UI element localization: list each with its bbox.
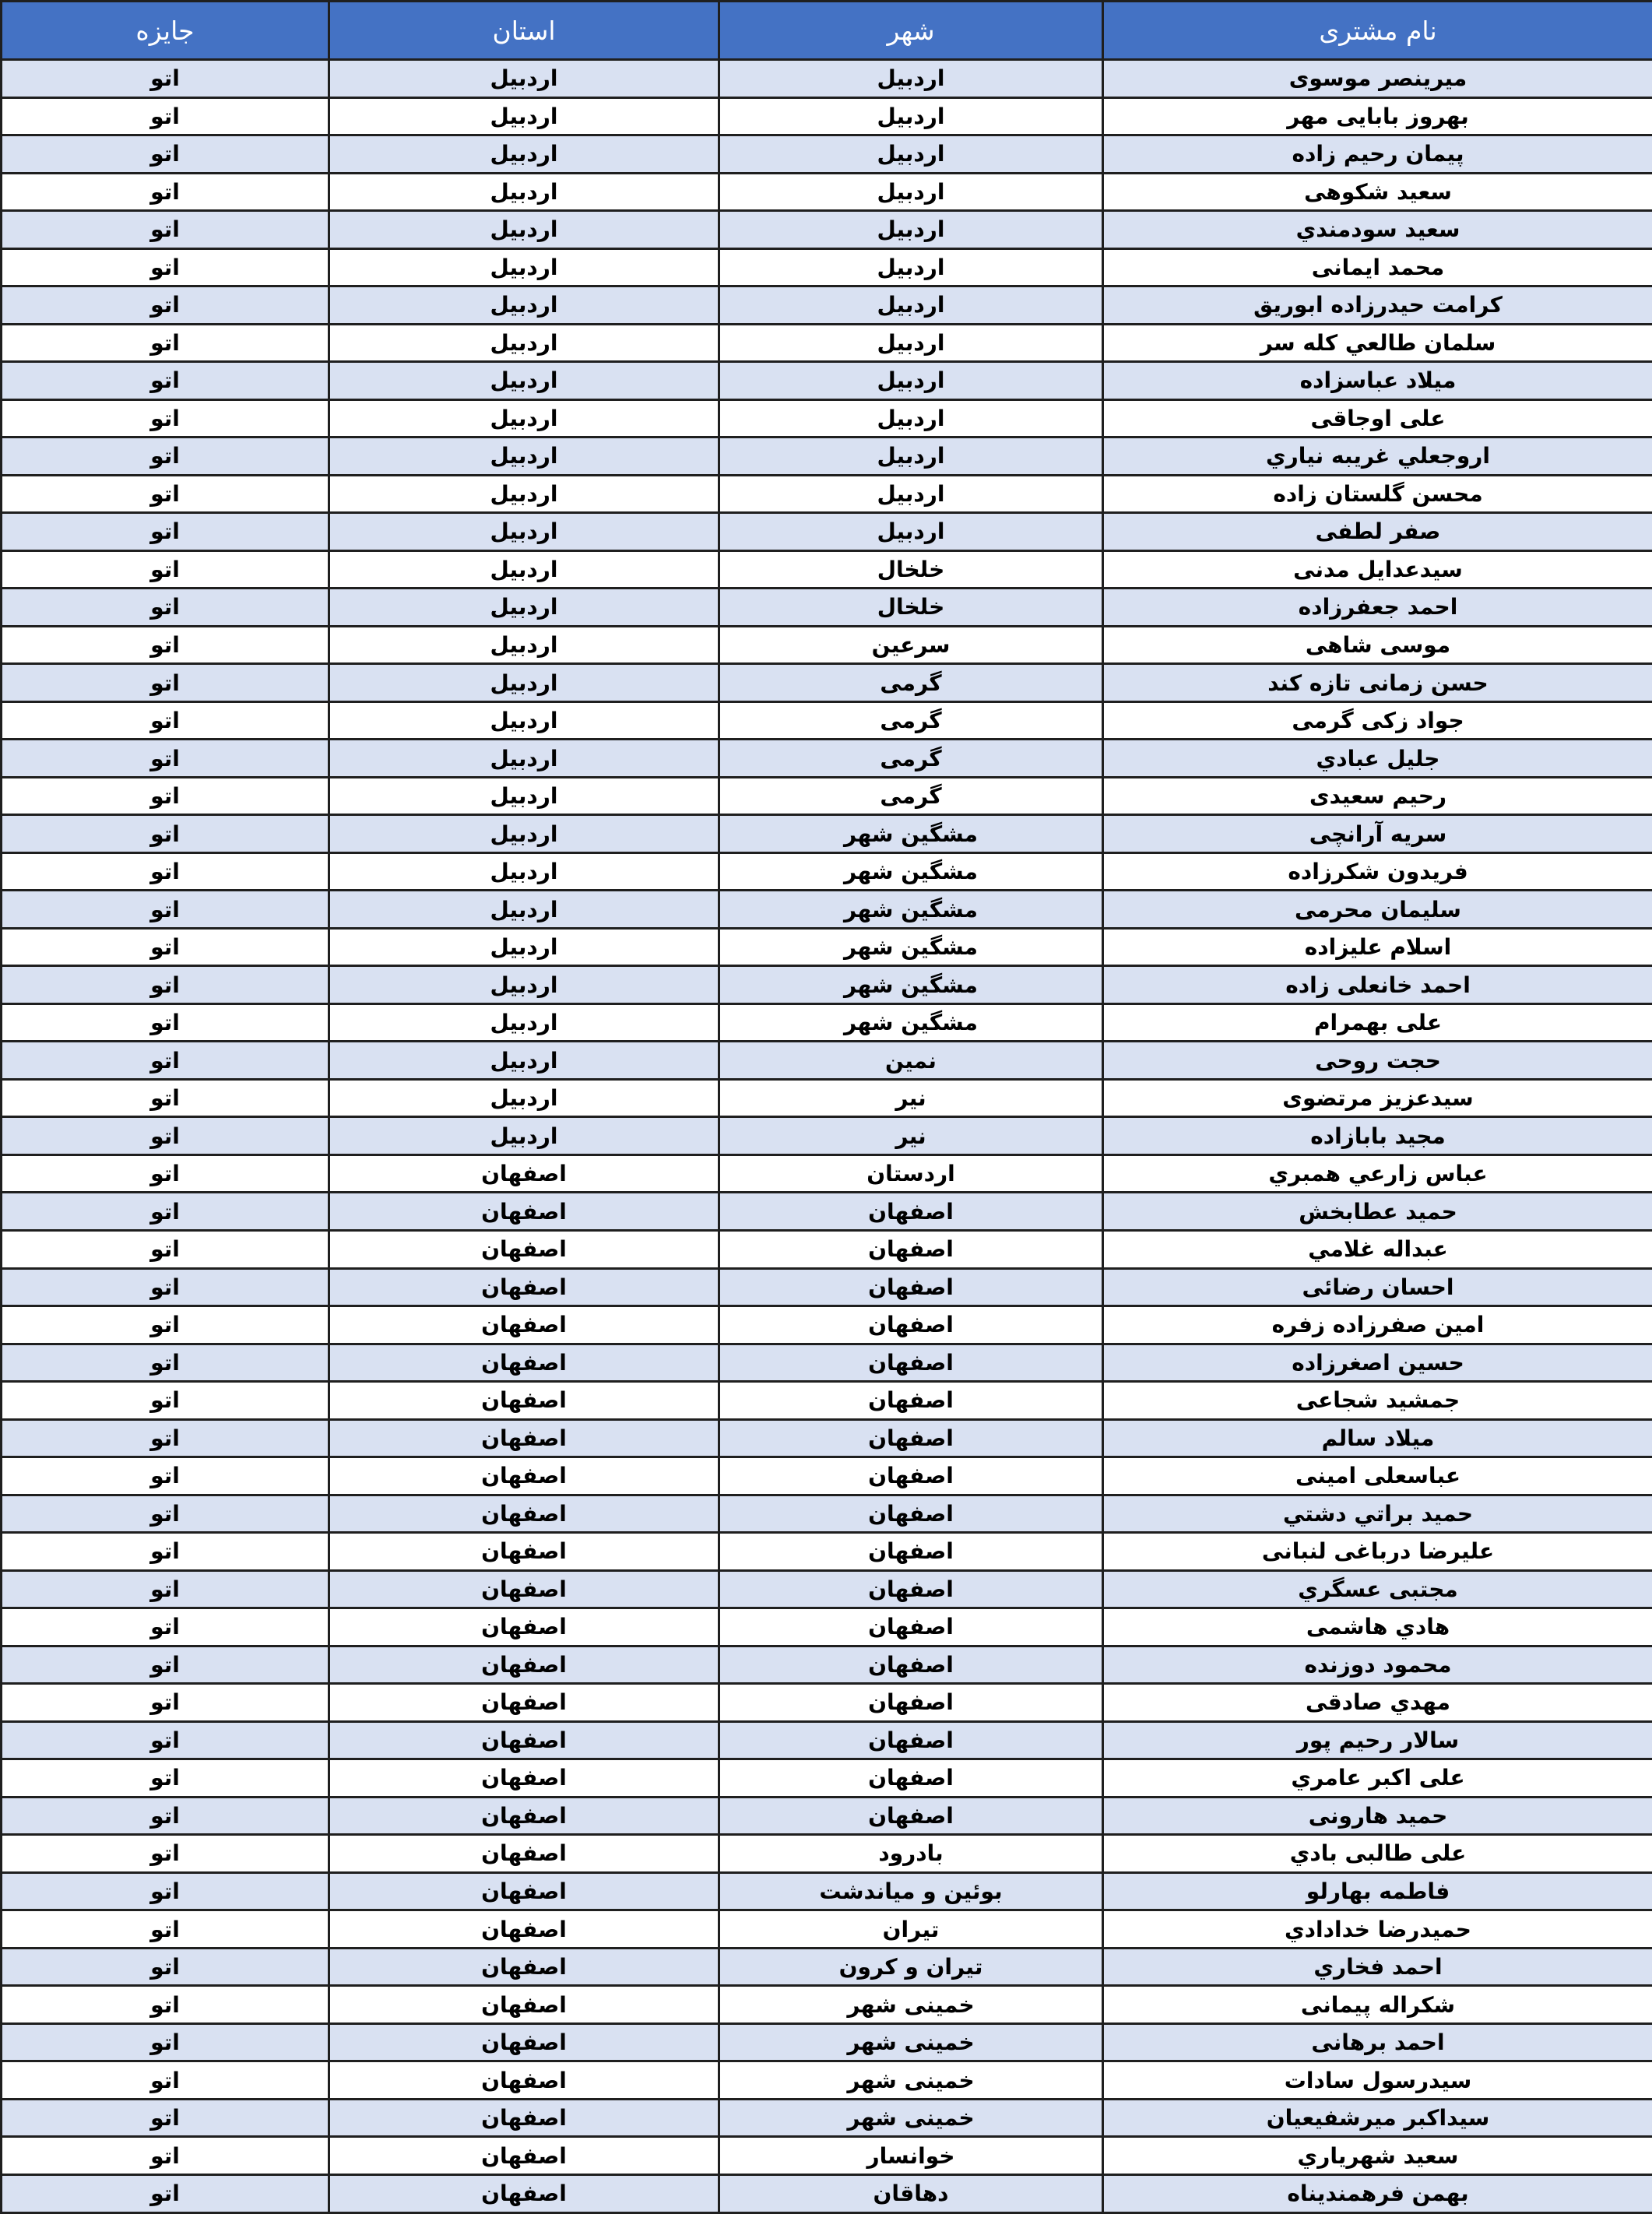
customer-name-cell[interactable]: بهروز بابایی مهر xyxy=(1103,97,1652,135)
customer-name-cell[interactable]: احمد فخاري xyxy=(1103,1948,1652,1986)
province-cell[interactable]: اردبیل xyxy=(329,664,719,702)
city-cell[interactable]: مشگین شهر xyxy=(719,891,1103,929)
prize-cell[interactable]: اتو xyxy=(2,97,329,135)
city-cell[interactable]: اردبیل xyxy=(719,324,1103,362)
customer-name-cell[interactable]: سیدعدایل مدنی xyxy=(1103,550,1652,589)
customer-name-cell[interactable]: هادي هاشمی xyxy=(1103,1608,1652,1646)
province-cell[interactable]: اردبیل xyxy=(329,1079,719,1117)
customer-name-cell[interactable]: پیمان رحیم زاده xyxy=(1103,135,1652,174)
city-cell[interactable]: اردبیل xyxy=(719,211,1103,249)
customer-name-cell[interactable]: صفر لطفی xyxy=(1103,513,1652,551)
customer-name-cell[interactable]: میلاد عباسزاده xyxy=(1103,362,1652,400)
province-cell[interactable]: اصفهان xyxy=(329,2061,719,2100)
province-cell[interactable]: اصفهان xyxy=(329,1872,719,1910)
province-cell[interactable]: اردبیل xyxy=(329,438,719,476)
province-cell[interactable]: اردبیل xyxy=(329,966,719,1004)
province-cell[interactable]: اردبیل xyxy=(329,324,719,362)
prize-cell[interactable]: اتو xyxy=(2,2061,329,2100)
prize-cell[interactable]: اتو xyxy=(2,475,329,513)
city-cell[interactable]: اردبیل xyxy=(719,438,1103,476)
prize-cell[interactable]: اتو xyxy=(2,286,329,325)
customer-name-cell[interactable]: حميد براتي دشتي xyxy=(1103,1495,1652,1533)
table-row xyxy=(2,362,1652,400)
province-cell[interactable]: اردبیل xyxy=(329,777,719,815)
province-cell[interactable]: اردبیل xyxy=(329,815,719,853)
table-row xyxy=(2,1079,1652,1117)
customer-name-cell[interactable]: علی طالبی بادي xyxy=(1103,1835,1652,1873)
city-cell[interactable]: خمینی شهر xyxy=(719,2023,1103,2061)
customer-name-cell[interactable]: رحیم سعیدی xyxy=(1103,777,1652,815)
city-cell[interactable]: دهاقان xyxy=(719,2174,1103,2212)
city-cell[interactable]: اصفهان xyxy=(719,1684,1103,1722)
customer-name-cell[interactable]: شكراله پیمانی xyxy=(1103,1986,1652,2024)
table-row xyxy=(2,135,1652,174)
table-row xyxy=(2,928,1652,966)
prize-cell[interactable]: اتو xyxy=(2,1608,329,1646)
table-row xyxy=(2,1419,1652,1457)
province-cell[interactable]: اردبیل xyxy=(329,399,719,438)
prize-cell[interactable]: اتو xyxy=(2,740,329,778)
table-row xyxy=(2,2174,1652,2212)
header-city[interactable]: شهر xyxy=(719,2,1103,60)
province-cell[interactable]: اصفهان xyxy=(329,1646,719,1684)
prize-cell[interactable]: اتو xyxy=(2,852,329,891)
prize-cell[interactable]: اتو xyxy=(2,438,329,476)
table-row xyxy=(2,1382,1652,1420)
city-cell[interactable]: خمینی شهر xyxy=(719,1986,1103,2024)
table-row xyxy=(2,966,1652,1004)
province-cell[interactable]: اردبیل xyxy=(329,1117,719,1155)
province-cell[interactable]: اردبیل xyxy=(329,891,719,929)
prize-cell[interactable]: اتو xyxy=(2,1986,329,2024)
city-cell[interactable]: گرمی xyxy=(719,777,1103,815)
customer-name-cell[interactable]: احسان رضائی xyxy=(1103,1268,1652,1306)
province-cell[interactable]: اصفهان xyxy=(329,2099,719,2137)
customer-name-cell[interactable]: احمد خانعلی زاده xyxy=(1103,966,1652,1004)
province-cell[interactable]: اردبیل xyxy=(329,589,719,627)
header-prize[interactable]: جایزه xyxy=(2,2,329,60)
city-cell[interactable]: اردبیل xyxy=(719,60,1103,98)
customer-name-cell[interactable]: علی اكبر عامري xyxy=(1103,1759,1652,1798)
province-cell[interactable]: اردبیل xyxy=(329,286,719,325)
province-cell[interactable]: اصفهان xyxy=(329,1154,719,1193)
prize-cell[interactable]: اتو xyxy=(2,701,329,740)
province-cell[interactable]: اردبیل xyxy=(329,928,719,966)
city-cell[interactable]: اردبیل xyxy=(719,475,1103,513)
table-row xyxy=(2,475,1652,513)
table-row xyxy=(2,1003,1652,1042)
table-row xyxy=(2,1986,1652,2024)
table-row xyxy=(2,1608,1652,1646)
customer-name-cell[interactable]: سیدعزیز مرتضوی xyxy=(1103,1079,1652,1117)
province-cell[interactable]: اردبیل xyxy=(329,211,719,249)
table-row xyxy=(2,1193,1652,1231)
table-row xyxy=(2,286,1652,325)
customer-name-cell[interactable]: سعيد سودمندي xyxy=(1103,211,1652,249)
customer-name-cell[interactable]: عباس زارعي همبري xyxy=(1103,1154,1652,1193)
prize-cell[interactable]: اتو xyxy=(2,1646,329,1684)
customer-name-cell[interactable]: حميد عطابخش xyxy=(1103,1193,1652,1231)
table-row xyxy=(2,2023,1652,2061)
prize-cell[interactable]: اتو xyxy=(2,1268,329,1306)
prize-cell[interactable]: اتو xyxy=(2,1306,329,1344)
city-cell[interactable]: گرمی xyxy=(719,664,1103,702)
prize-cell[interactable]: اتو xyxy=(2,1570,329,1608)
prize-cell[interactable]: اتو xyxy=(2,2023,329,2061)
table-row xyxy=(2,399,1652,438)
customer-name-cell[interactable]: سیدرسول سادات xyxy=(1103,2061,1652,2100)
prize-cell[interactable]: اتو xyxy=(2,1042,329,1080)
table-row xyxy=(2,1344,1652,1382)
table-row xyxy=(2,97,1652,135)
table-row xyxy=(2,1835,1652,1873)
province-cell[interactable]: اردبیل xyxy=(329,626,719,664)
prize-cell[interactable]: اتو xyxy=(2,1230,329,1268)
prize-cell[interactable]: اتو xyxy=(2,60,329,98)
customer-name-cell[interactable]: سیداکبر میرشفیعیان xyxy=(1103,2099,1652,2137)
prize-cell[interactable]: اتو xyxy=(2,1117,329,1155)
table-row xyxy=(2,248,1652,286)
city-cell[interactable]: مشگین شهر xyxy=(719,852,1103,891)
customer-name-cell[interactable]: حميدرضا خدادادي xyxy=(1103,1910,1652,1949)
prize-cell[interactable]: اتو xyxy=(2,1495,329,1533)
city-cell[interactable]: مشگین شهر xyxy=(719,966,1103,1004)
city-cell[interactable]: اصفهان xyxy=(719,1457,1103,1495)
prize-cell[interactable]: اتو xyxy=(2,248,329,286)
table-row xyxy=(2,438,1652,476)
city-cell[interactable]: اردبیل xyxy=(719,286,1103,325)
prize-cell[interactable]: اتو xyxy=(2,1910,329,1949)
customer-name-cell[interactable]: احمد جعفرزاده xyxy=(1103,589,1652,627)
province-cell[interactable]: اصفهان xyxy=(329,1306,719,1344)
city-cell[interactable]: سرعین xyxy=(719,626,1103,664)
city-cell[interactable]: اردستان xyxy=(719,1154,1103,1193)
table-row xyxy=(2,211,1652,249)
prize-cell[interactable]: اتو xyxy=(2,1193,329,1231)
province-cell[interactable]: اصفهان xyxy=(329,1268,719,1306)
table-row xyxy=(2,701,1652,740)
prize-cell[interactable]: اتو xyxy=(2,2137,329,2175)
prize-cell[interactable]: اتو xyxy=(2,626,329,664)
city-cell[interactable]: اردبیل xyxy=(719,135,1103,174)
province-cell[interactable]: اصفهان xyxy=(329,1684,719,1722)
city-cell[interactable]: خمینی شهر xyxy=(719,2099,1103,2137)
city-cell[interactable]: اردبیل xyxy=(719,513,1103,551)
city-cell[interactable]: مشگین شهر xyxy=(719,928,1103,966)
table-row xyxy=(2,777,1652,815)
table-row xyxy=(2,852,1652,891)
prize-cell[interactable]: اتو xyxy=(2,135,329,174)
prize-cell[interactable]: اتو xyxy=(2,1003,329,1042)
province-cell[interactable]: اصفهان xyxy=(329,1721,719,1759)
customer-name-cell[interactable]: جمشيد شجاعی xyxy=(1103,1382,1652,1420)
table-row xyxy=(2,1948,1652,1986)
table-row xyxy=(2,1154,1652,1193)
province-cell[interactable]: اردبیل xyxy=(329,513,719,551)
city-cell[interactable]: تیران xyxy=(719,1910,1103,1949)
prize-cell[interactable]: اتو xyxy=(2,1835,329,1873)
city-cell[interactable]: بادرود xyxy=(719,1835,1103,1873)
customer-name-cell[interactable]: عبداله غلامي xyxy=(1103,1230,1652,1268)
prize-cell[interactable]: اتو xyxy=(2,1457,329,1495)
city-cell[interactable]: اصفهان xyxy=(719,1646,1103,1684)
province-cell[interactable]: اردبیل xyxy=(329,135,719,174)
customer-name-cell[interactable]: موسی شاهی xyxy=(1103,626,1652,664)
table-row xyxy=(2,1230,1652,1268)
customer-name-cell[interactable]: بهمن فرهمندیناه xyxy=(1103,2174,1652,2212)
province-cell[interactable]: اصفهان xyxy=(329,1759,719,1798)
header-customer-name[interactable]: نام مشتری xyxy=(1103,2,1652,60)
city-cell[interactable]: خمینی شهر xyxy=(719,2061,1103,2100)
table-row xyxy=(2,1721,1652,1759)
city-cell[interactable]: اصفهان xyxy=(719,1382,1103,1420)
table-row xyxy=(2,550,1652,589)
province-cell[interactable]: اردبیل xyxy=(329,248,719,286)
customer-name-cell[interactable]: ميلاد سالم xyxy=(1103,1419,1652,1457)
prize-cell[interactable]: اتو xyxy=(2,664,329,702)
province-cell[interactable]: اصفهان xyxy=(329,1797,719,1835)
city-cell[interactable]: اصفهان xyxy=(719,1533,1103,1571)
table-row xyxy=(2,513,1652,551)
table-row xyxy=(2,2099,1652,2137)
city-cell[interactable]: اصفهان xyxy=(719,1230,1103,1268)
customer-name-cell[interactable]: میرینصر موسوی xyxy=(1103,60,1652,98)
header-province[interactable]: استان xyxy=(329,2,719,60)
table-row xyxy=(2,664,1652,702)
city-cell[interactable]: اردبیل xyxy=(719,362,1103,400)
table-row xyxy=(2,1759,1652,1798)
city-cell[interactable]: اردبیل xyxy=(719,173,1103,211)
customer-name-cell[interactable]: اروجعلي غريبه نياري xyxy=(1103,438,1652,476)
city-cell[interactable]: نیر xyxy=(719,1117,1103,1155)
prize-cell[interactable]: اتو xyxy=(2,777,329,815)
prize-cell[interactable]: اتو xyxy=(2,1533,329,1571)
province-cell[interactable]: اردبیل xyxy=(329,1003,719,1042)
prize-cell[interactable]: اتو xyxy=(2,1382,329,1420)
table-row xyxy=(2,891,1652,929)
prize-cell[interactable]: اتو xyxy=(2,1721,329,1759)
table-row xyxy=(2,1457,1652,1495)
province-cell[interactable]: اصفهان xyxy=(329,2174,719,2212)
customer-name-cell[interactable]: حسین اصغرزاده xyxy=(1103,1344,1652,1382)
table-row xyxy=(2,740,1652,778)
prize-cell[interactable]: اتو xyxy=(2,1079,329,1117)
customer-name-cell[interactable]: علی اوجاقی xyxy=(1103,399,1652,438)
province-cell[interactable]: اصفهان xyxy=(329,1419,719,1457)
table-row xyxy=(2,1872,1652,1910)
table-row xyxy=(2,1306,1652,1344)
prize-cell[interactable]: اتو xyxy=(2,1154,329,1193)
table-row xyxy=(2,324,1652,362)
province-cell[interactable]: اردبیل xyxy=(329,475,719,513)
prize-cell[interactable]: اتو xyxy=(2,589,329,627)
province-cell[interactable]: اصفهان xyxy=(329,1230,719,1268)
city-cell[interactable]: اصفهان xyxy=(719,1344,1103,1382)
city-cell[interactable]: اصفهان xyxy=(719,1495,1103,1533)
city-cell[interactable]: اصفهان xyxy=(719,1419,1103,1457)
province-cell[interactable]: اردبیل xyxy=(329,60,719,98)
prize-cell[interactable]: اتو xyxy=(2,324,329,362)
table-row xyxy=(2,1268,1652,1306)
province-cell[interactable]: اصفهان xyxy=(329,1948,719,1986)
table-row xyxy=(2,2061,1652,2100)
prize-cell[interactable]: اتو xyxy=(2,928,329,966)
customer-name-cell[interactable]: احمد برهانی xyxy=(1103,2023,1652,2061)
province-cell[interactable]: اردبیل xyxy=(329,362,719,400)
province-cell[interactable]: اردبیل xyxy=(329,701,719,740)
table-body xyxy=(2,60,1652,2213)
customer-name-cell[interactable]: عباسعلی امینی xyxy=(1103,1457,1652,1495)
city-cell[interactable]: اصفهان xyxy=(719,1797,1103,1835)
customer-name-cell[interactable]: علی بهمرام xyxy=(1103,1003,1652,1042)
city-cell[interactable]: اصفهان xyxy=(719,1193,1103,1231)
table-row xyxy=(2,2137,1652,2175)
table-row xyxy=(2,1117,1652,1155)
prize-cell[interactable]: اتو xyxy=(2,513,329,551)
city-cell[interactable]: مشگین شهر xyxy=(719,1003,1103,1042)
table-row xyxy=(2,1797,1652,1835)
city-cell[interactable]: خلخال xyxy=(719,550,1103,589)
table-row xyxy=(2,1533,1652,1571)
table-row xyxy=(2,1646,1652,1684)
customer-name-cell[interactable]: محمد ایمانی xyxy=(1103,248,1652,286)
customer-name-cell[interactable]: حمید هارونی xyxy=(1103,1797,1652,1835)
city-cell[interactable]: خوانسار xyxy=(719,2137,1103,2175)
city-cell[interactable]: اصفهان xyxy=(719,1721,1103,1759)
prize-cell[interactable]: اتو xyxy=(2,173,329,211)
prize-cell[interactable]: اتو xyxy=(2,550,329,589)
province-cell[interactable]: اصفهان xyxy=(329,1344,719,1382)
customer-name-cell[interactable]: فریدون شکرزاده xyxy=(1103,852,1652,891)
customer-name-cell[interactable]: سعید شکوهی xyxy=(1103,173,1652,211)
city-cell[interactable]: نیر xyxy=(719,1079,1103,1117)
city-cell[interactable]: اصفهان xyxy=(719,1306,1103,1344)
city-cell[interactable]: مشگین شهر xyxy=(719,815,1103,853)
customer-name-cell[interactable]: سلیمان محرمی xyxy=(1103,891,1652,929)
province-cell[interactable]: اصفهان xyxy=(329,1608,719,1646)
prize-cell[interactable]: اتو xyxy=(2,1797,329,1835)
city-cell[interactable]: تیران و کرون xyxy=(719,1948,1103,1986)
province-cell[interactable]: اصفهان xyxy=(329,2137,719,2175)
province-cell[interactable]: اردبیل xyxy=(329,1042,719,1080)
customer-name-cell[interactable]: محمود دوزنده xyxy=(1103,1646,1652,1684)
table-row xyxy=(2,589,1652,627)
customer-name-cell[interactable]: سریه آرانچی xyxy=(1103,815,1652,853)
province-cell[interactable]: اردبیل xyxy=(329,550,719,589)
customer-name-cell[interactable]: مجتبی عسگري xyxy=(1103,1570,1652,1608)
prize-cell[interactable]: اتو xyxy=(2,1948,329,1986)
city-cell[interactable]: اصفهان xyxy=(719,1759,1103,1798)
prize-cell[interactable]: اتو xyxy=(2,1419,329,1457)
customer-name-cell[interactable]: سعید شهرياري xyxy=(1103,2137,1652,2175)
province-cell[interactable]: اصفهان xyxy=(329,1986,719,2024)
customer-name-cell[interactable]: اسلام علیزاده xyxy=(1103,928,1652,966)
province-cell[interactable]: اردبیل xyxy=(329,97,719,135)
prize-cell[interactable]: اتو xyxy=(2,1344,329,1382)
prize-cell[interactable]: اتو xyxy=(2,1684,329,1722)
city-cell[interactable]: اصفهان xyxy=(719,1570,1103,1608)
customer-name-cell[interactable]: محسن گلستان زاده xyxy=(1103,475,1652,513)
city-cell[interactable]: خلخال xyxy=(719,589,1103,627)
table-row xyxy=(2,60,1652,98)
city-cell[interactable]: اردبیل xyxy=(719,399,1103,438)
city-cell[interactable]: بوئین و میاندشت xyxy=(719,1872,1103,1910)
prize-cell[interactable]: اتو xyxy=(2,815,329,853)
province-cell[interactable]: اردبیل xyxy=(329,852,719,891)
city-cell[interactable]: نمین xyxy=(719,1042,1103,1080)
city-cell[interactable]: اردبیل xyxy=(719,97,1103,135)
province-cell[interactable]: اصفهان xyxy=(329,2023,719,2061)
province-cell[interactable]: اردبیل xyxy=(329,740,719,778)
customer-name-cell[interactable]: جلیل عبادي xyxy=(1103,740,1652,778)
province-cell[interactable]: اصفهان xyxy=(329,1457,719,1495)
table-row xyxy=(2,815,1652,853)
prize-cell[interactable]: اتو xyxy=(2,2099,329,2137)
prize-cell[interactable]: اتو xyxy=(2,211,329,249)
city-cell[interactable]: اصفهان xyxy=(719,1608,1103,1646)
customer-name-cell[interactable]: مجید بابازاده xyxy=(1103,1117,1652,1155)
prize-cell[interactable]: اتو xyxy=(2,891,329,929)
customer-name-cell[interactable]: جواد زکی گرمی xyxy=(1103,701,1652,740)
province-cell[interactable]: اصفهان xyxy=(329,1835,719,1873)
province-cell[interactable]: اصفهان xyxy=(329,1533,719,1571)
prize-cell[interactable]: اتو xyxy=(2,1759,329,1798)
prize-cell[interactable]: اتو xyxy=(2,362,329,400)
city-cell[interactable]: اصفهان xyxy=(719,1268,1103,1306)
customer-name-cell[interactable]: حجت روحی xyxy=(1103,1042,1652,1080)
customer-name-cell[interactable]: کرامت حیدرزاده ابوریق xyxy=(1103,286,1652,325)
prize-cell[interactable]: اتو xyxy=(2,966,329,1004)
customer-name-cell[interactable]: سالار رحيم پور xyxy=(1103,1721,1652,1759)
province-cell[interactable]: اصفهان xyxy=(329,1570,719,1608)
city-cell[interactable]: گرمی xyxy=(719,740,1103,778)
customer-name-cell[interactable]: فاطمه بهارلو xyxy=(1103,1872,1652,1910)
prize-cell[interactable]: اتو xyxy=(2,1872,329,1910)
table-row xyxy=(2,626,1652,664)
customer-name-cell[interactable]: علیرضا درباغی لنبانی xyxy=(1103,1533,1652,1571)
table-row xyxy=(2,1570,1652,1608)
prize-cell[interactable]: اتو xyxy=(2,2174,329,2212)
customer-name-cell[interactable]: امين صفرزاده زفره xyxy=(1103,1306,1652,1344)
city-cell[interactable]: گرمی xyxy=(719,701,1103,740)
customer-name-cell[interactable]: حسن زمانی تازه کند xyxy=(1103,664,1652,702)
table-row xyxy=(2,1495,1652,1533)
province-cell[interactable]: اصفهان xyxy=(329,1193,719,1231)
customer-name-cell[interactable]: مهدي صادقی xyxy=(1103,1684,1652,1722)
province-cell[interactable]: اصفهان xyxy=(329,1382,719,1420)
header-row xyxy=(2,2,1652,60)
province-cell[interactable]: اصفهان xyxy=(329,1910,719,1949)
customer-name-cell[interactable]: سلمان طالعي کله سر xyxy=(1103,324,1652,362)
province-cell[interactable]: اردبیل xyxy=(329,173,719,211)
prize-cell[interactable]: اتو xyxy=(2,399,329,438)
province-cell[interactable]: اصفهان xyxy=(329,1495,719,1533)
city-cell[interactable]: اردبیل xyxy=(719,248,1103,286)
table-row xyxy=(2,1042,1652,1080)
table-row xyxy=(2,173,1652,211)
table-row xyxy=(2,1910,1652,1949)
table-row xyxy=(2,1684,1652,1722)
